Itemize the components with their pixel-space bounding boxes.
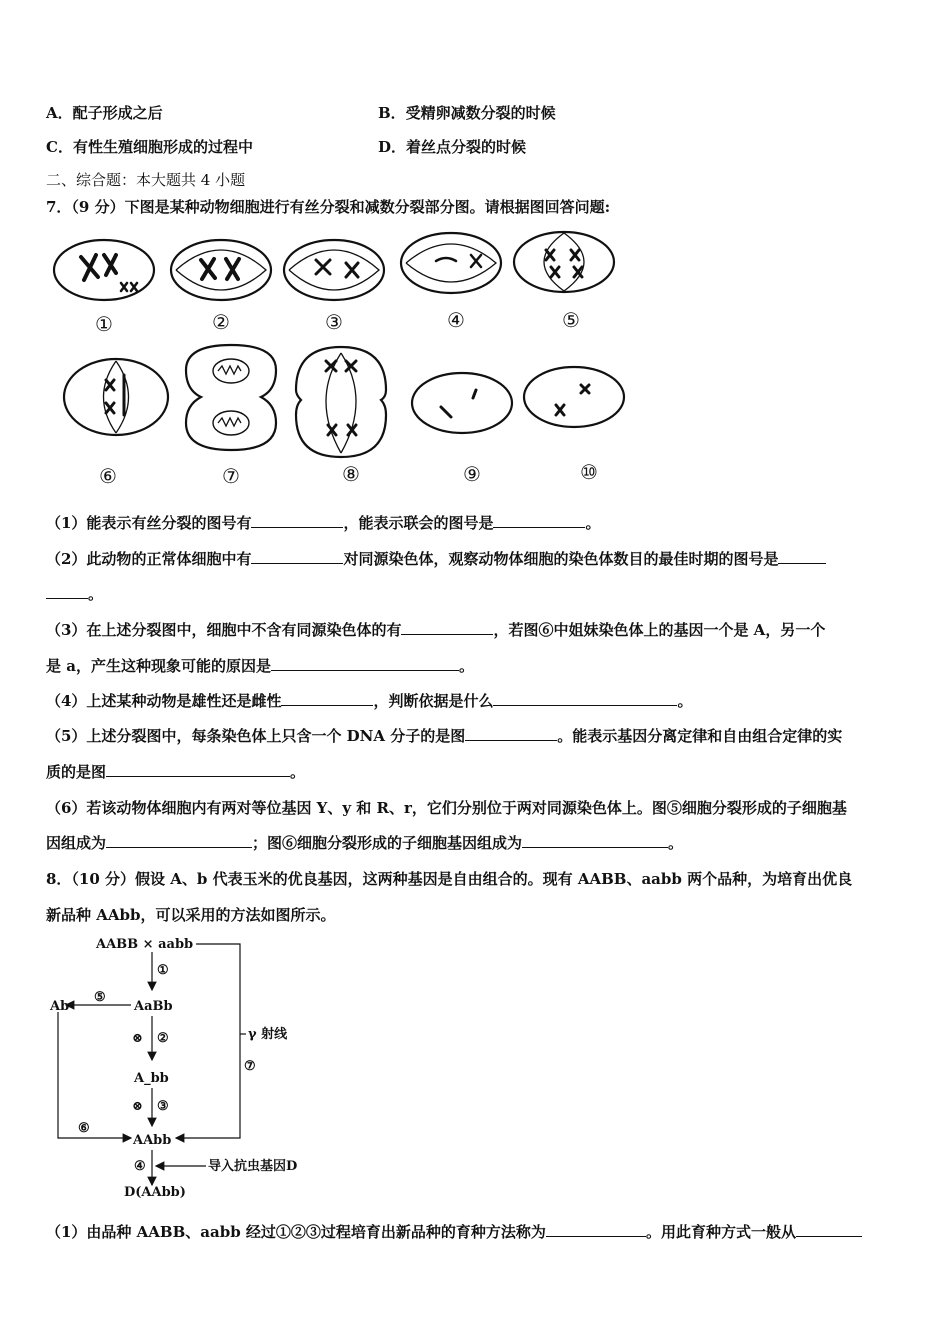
q8-stem: 8．（10 分）假设 A、b 代表玉米的优良基因，这两种基因是自由组合的。现有 AABB、aabb 两个品种，为培育出优良 <box>46 870 853 888</box>
q8-stem-cont: 新品种 AAbb，可以采用的方法如图所示。 <box>46 906 336 924</box>
fig-label-6: ⑥ <box>99 464 117 488</box>
cell-4 <box>401 233 501 293</box>
fig-label-2: ② <box>212 310 230 334</box>
fig-label-5: ⑤ <box>562 308 580 332</box>
q7-stem: 7．（9 分）下图是某种动物细胞进行有丝分裂和减数分裂部分图。请根据图回答问题: <box>46 198 611 216</box>
q7-p6: （6）若该动物体细胞内有两对等位基因 Y、y 和 R、r，它们分别位于两对同源染色体上。图⑤细胞分裂形成的子细胞基 <box>46 799 847 817</box>
q7-p2-cont: 。 <box>46 584 103 604</box>
diagram-self2: ⊗ <box>132 1099 143 1114</box>
section-heading: 二、综合题：本大题共 4 小题 <box>46 171 246 189</box>
diagram-gamma: γ 射线 <box>248 1027 288 1042</box>
option-a: A．配子形成之后 <box>46 104 163 122</box>
diagram-f1: AaBb <box>134 999 173 1014</box>
diagram-step5: ⑤ <box>94 990 106 1005</box>
q7-p2: （2）此动物的正常体细胞中有 对同源染色体，观察动物体细胞的染色体数目的最佳时期的图号是 <box>46 549 826 569</box>
diagram-self1: ⊗ <box>132 1031 143 1046</box>
fig-label-8: ⑧ <box>342 462 360 486</box>
fig-label-4: ④ <box>447 308 465 332</box>
diagram-final: D(AAbb) <box>124 1185 186 1200</box>
diagram-step2: ② <box>157 1031 169 1046</box>
q7-p3-cont: 是 a，产生这种现象可能的原因是 。 <box>46 657 474 675</box>
diagram-step4: ④ <box>134 1159 146 1174</box>
cell-2 <box>171 240 271 300</box>
cell-3 <box>284 240 384 300</box>
cell-9 <box>412 373 512 433</box>
diagram-step1: ① <box>157 963 169 978</box>
cell-1 <box>54 240 154 300</box>
cell-division-figure <box>46 225 636 490</box>
fig-label-3: ③ <box>325 310 343 334</box>
fig-label-9: ⑨ <box>463 462 481 486</box>
diagram-ab: Ab <box>50 999 70 1014</box>
q7-p6-cont: 因组成为 ；图⑥细胞分裂形成的子细胞基因组成为 。 <box>46 834 684 852</box>
q7-p1: （1）能表示有丝分裂的图号有 ，能表示联会的图号是 。 <box>46 514 601 532</box>
cell-5 <box>514 232 614 292</box>
cell-10 <box>524 367 624 427</box>
q7-p4: （4）上述某种动物是雄性还是雌性 ，判断依据是什么 。 <box>46 692 693 710</box>
q7-p5: （5）上述分裂图中，每条染色体上只含一个 DNA 分子的是图 。能表示基因分离定律和自由组合定律的实 <box>46 727 843 745</box>
option-c: C．有性生殖细胞形成的过程中 <box>46 138 253 156</box>
diagram-abb: A_bb <box>134 1071 169 1086</box>
fig-label-1: ① <box>95 312 113 336</box>
diagram-step3: ③ <box>157 1099 169 1114</box>
diagram-import: 导入抗虫基因D <box>208 1159 298 1174</box>
diagram-parents: AABB × aabb <box>96 937 194 952</box>
q7-p5-cont: 质的是图 。 <box>46 763 306 781</box>
diagram-step6: ⑥ <box>78 1121 90 1136</box>
cell-7 <box>186 345 276 450</box>
breeding-diagram <box>46 930 346 1205</box>
cell-8 <box>296 347 386 457</box>
fig-label-10: ⑩ <box>580 460 598 484</box>
option-b: B．受精卵减数分裂的时候 <box>378 104 556 122</box>
q8-p1: （1）由品种 AABB、aabb 经过①②③过程培育出新品种的育种方法称为 。用此育种方式一般从 <box>46 1222 862 1242</box>
fig-label-7: ⑦ <box>222 464 240 488</box>
diagram-step7: ⑦ <box>244 1059 256 1074</box>
option-d: D．着丝点分裂的时候 <box>378 138 527 156</box>
diagram-aabb: AAbb <box>133 1133 172 1148</box>
q7-p3: （3）在上述分裂图中，细胞中不含有同源染色体的有 ，若图⑥中姐妹染色体上的基因一个是 A，另一个 <box>46 621 826 639</box>
cell-6 <box>64 359 168 435</box>
